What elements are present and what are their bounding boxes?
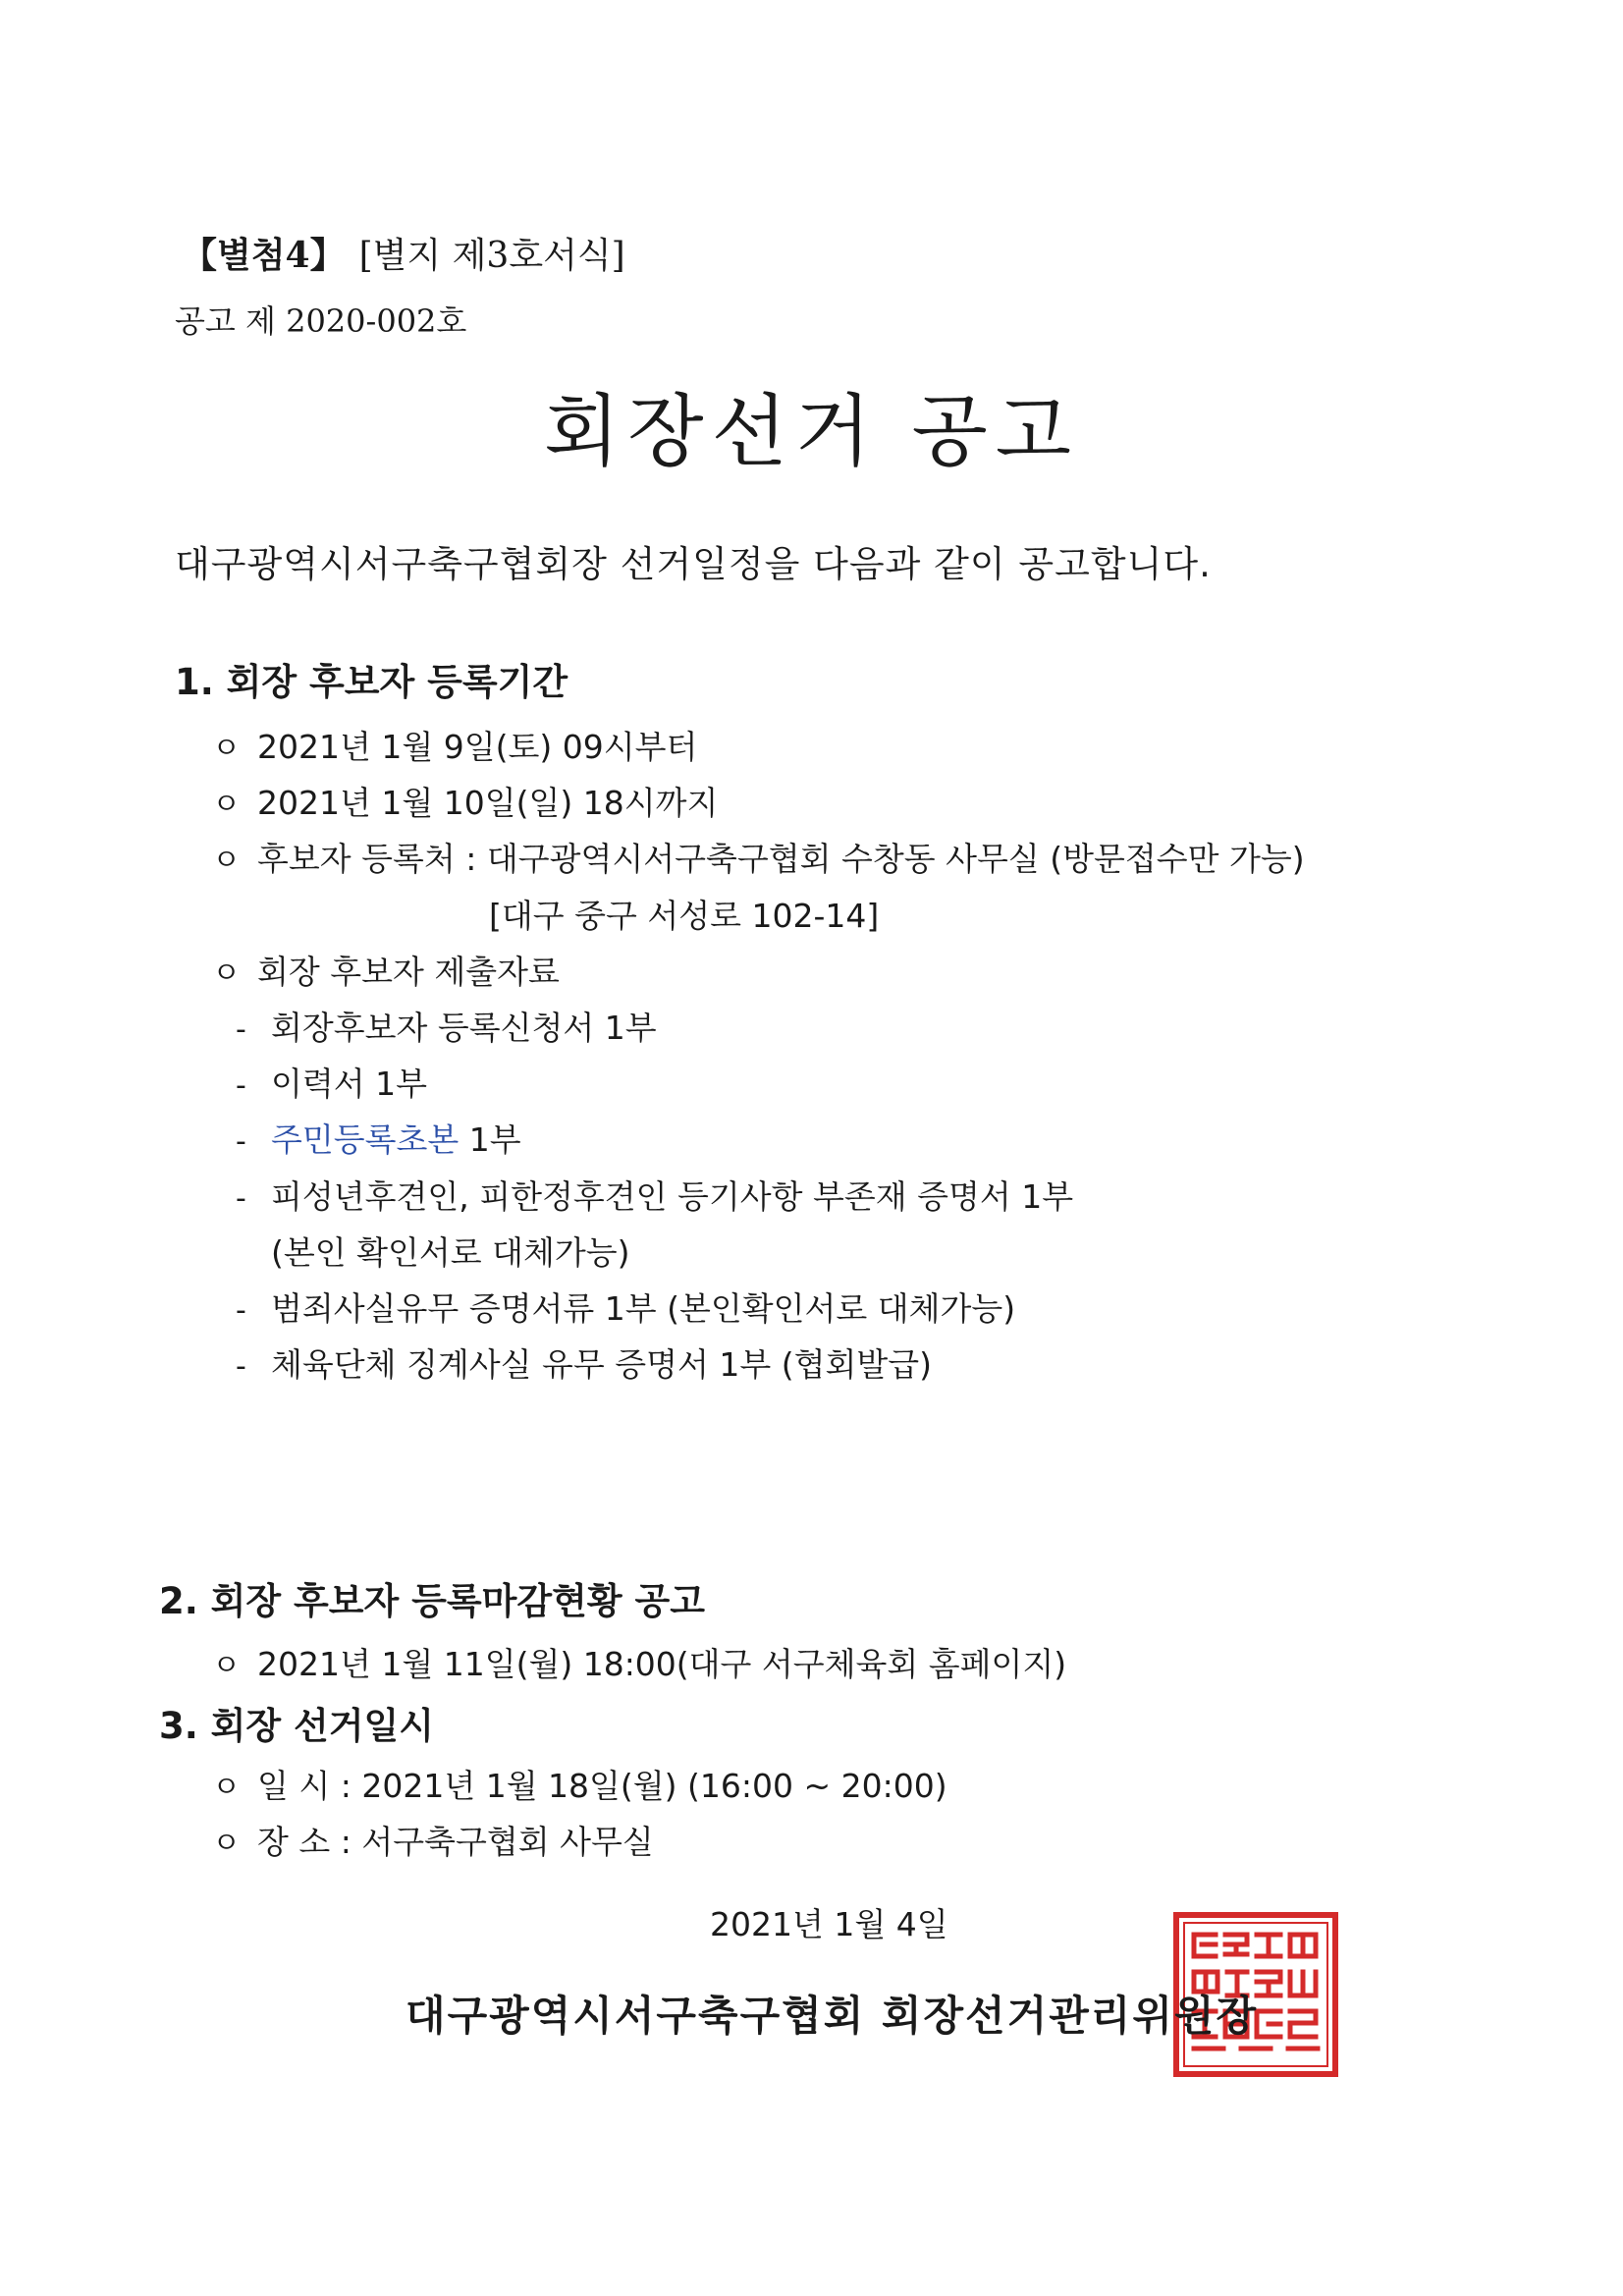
attachment-header <box>182 228 625 278</box>
sub-item: - 회장후보자 등록신청서 1부 <box>236 1009 657 1047</box>
form-label: [별지 제3호서식] <box>358 236 625 276</box>
intro-text: 대구광역시서구축구협회장 선거일정을 다음과 같이 공고합니다. <box>175 543 1212 585</box>
notice-number: 공고 제 2020-002호 <box>175 302 467 340</box>
list-item: ㅇ 일 시 : 2021년 1월 18일(월) (16:00 ~ 20:00) <box>212 1761 947 1807</box>
notice-date: 2021년 1월 4일 <box>710 1905 948 1943</box>
circle-bullet: ㅇ <box>212 844 241 878</box>
sub-item: - 주민등록초본 1부 <box>236 1121 521 1159</box>
dash-bullet: - <box>236 1181 246 1216</box>
dash-bullet: - <box>236 1012 246 1047</box>
list-item: ㅇ 회장 후보자 제출자료 <box>212 947 560 993</box>
sub-item-continuation: (본인 확인서로 대체가능) <box>271 1233 630 1272</box>
list-item: ㅇ 후보자 등록처 : 대구광역시서구축구협회 수창동 사무실 (방문접수만 가능) <box>212 834 1305 880</box>
list-item: ㅇ 2021년 1월 9일(토) 09시부터 <box>212 722 697 768</box>
list-item: ㅇ 2021년 1월 11일(월) 18:00(대구 서구체육회 홈페이지) <box>212 1639 1066 1685</box>
circle-bullet: ㅇ <box>212 1649 241 1683</box>
address-line: [대구 중구 서성로 102-14] <box>489 897 880 935</box>
circle-bullet: ㅇ <box>212 788 241 822</box>
circle-bullet: ㅇ <box>212 1827 241 1861</box>
circle-bullet: ㅇ <box>212 732 241 766</box>
dash-bullet: - <box>236 1124 246 1159</box>
dash-bullet: - <box>236 1349 246 1384</box>
page-title: 회장선거 공고 <box>543 386 1080 477</box>
section-3-heading: 3. 회장 선거일시 <box>159 1705 435 1747</box>
dash-bullet: - <box>236 1293 246 1328</box>
dash-bullet: - <box>236 1068 246 1103</box>
sub-item: - 이력서 1부 <box>236 1065 427 1103</box>
circle-bullet: ㅇ <box>212 1771 241 1805</box>
attachment-label: 【별첨4】 <box>182 235 346 276</box>
sub-item: - 범죄사실유무 증명서류 1부 (본인확인서로 대체가능) <box>236 1289 1016 1328</box>
list-item: ㅇ 장 소 : 서구축구협회 사무실 <box>212 1817 654 1863</box>
section-2-heading: 2. 회장 후보자 등록마감현황 공고 <box>159 1580 705 1622</box>
sub-item: - 피성년후견인, 피한정후견인 등기사항 부존재 증명서 1부 <box>236 1177 1074 1216</box>
highlighted-text: 주민등록초본 <box>271 1121 460 1159</box>
section-1-heading: 1. 회장 후보자 등록기간 <box>175 661 568 703</box>
list-item: ㅇ 2021년 1월 10일(일) 18시까지 <box>212 778 718 824</box>
signer-name: 대구광역시서구축구협회 회장선거관리위원장 <box>406 1992 1259 2040</box>
circle-bullet: ㅇ <box>212 957 241 991</box>
sub-item: - 체육단체 징계사실 유무 증명서 1부 (협회발급) <box>236 1345 932 1384</box>
